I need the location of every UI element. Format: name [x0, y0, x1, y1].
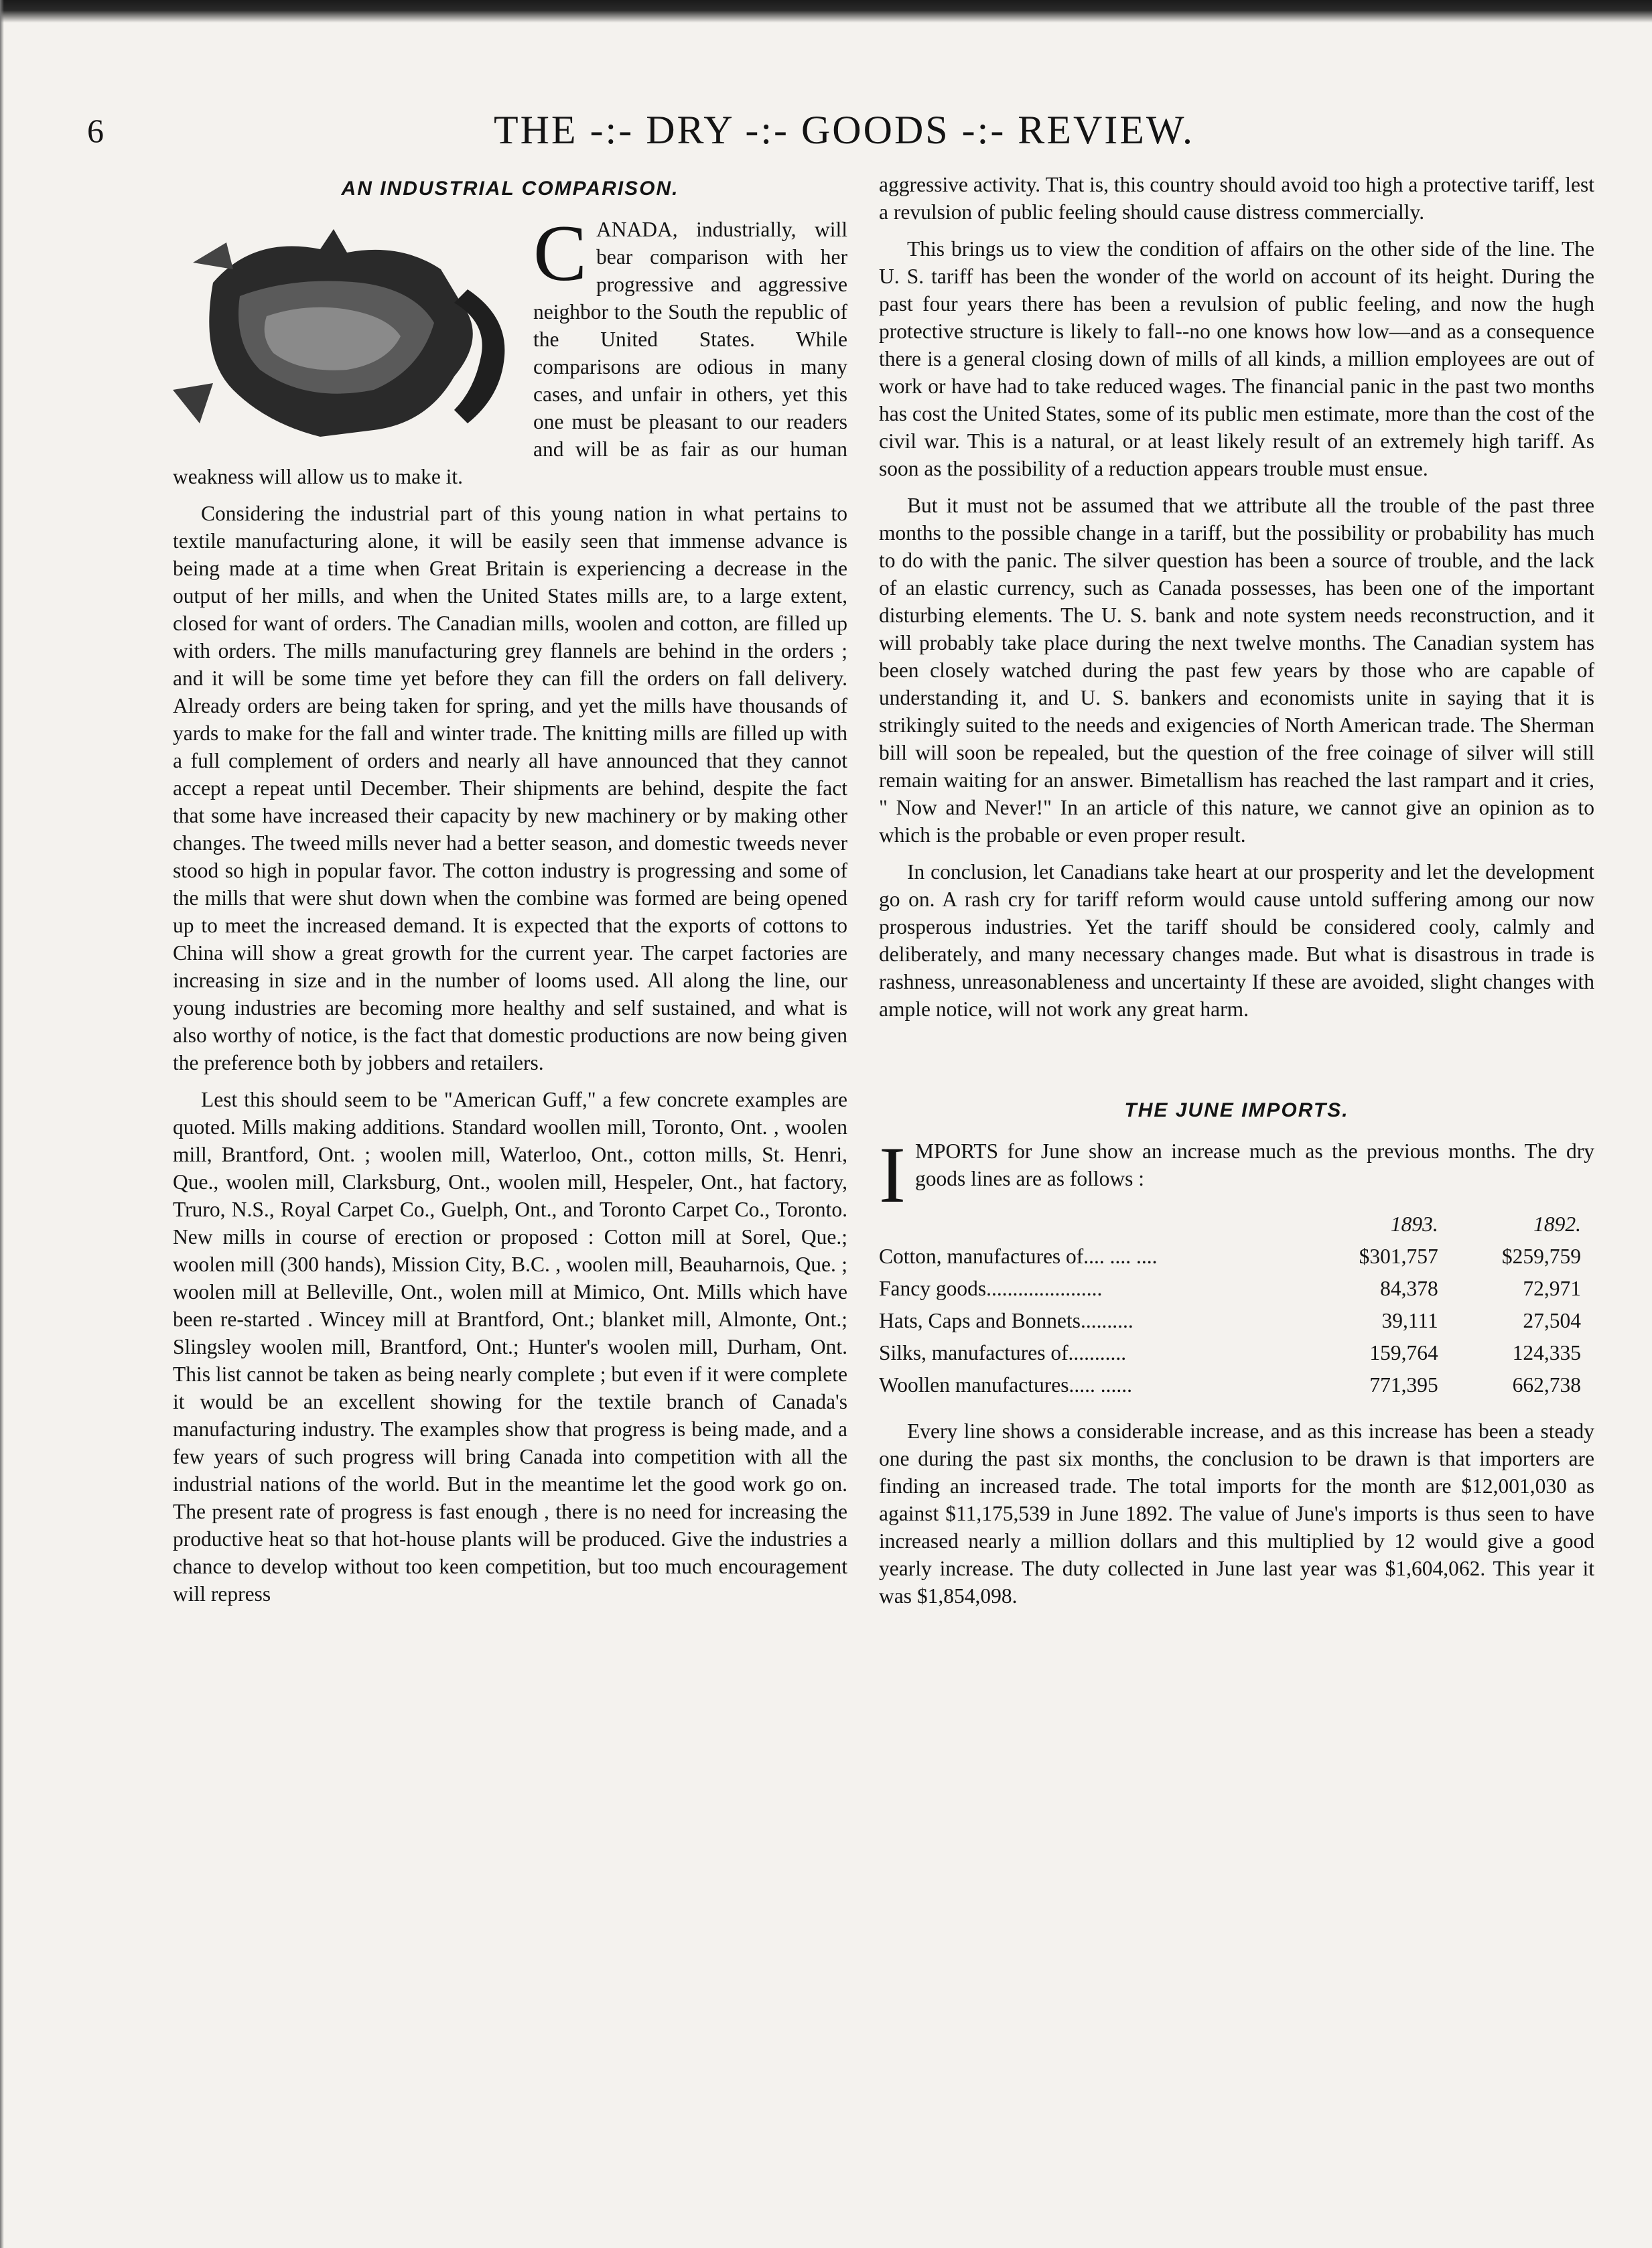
paragraph: Every line shows a considerable increase, and as this increase has been a steady one during the past six months, the conclusion to be drawn is that importers are finding an increased trade. The total imports for the month are $12,001,030 as against $11,175,539 in June 1892. The value of June's imports is thus seen to have increased nearly a million dollars and this multiplied by 12 would give a good yearly increase. The duty collected in June last year was $1,604,062. This year it was $1,854,098. [879, 1419, 1594, 1608]
cell-1893: 771,395 [1369, 1373, 1438, 1397]
row-label: Hats, Caps and Bonnets.......... [879, 1309, 1133, 1332]
table-row [879, 1241, 1594, 1273]
drop-cap: C [533, 208, 588, 297]
engraving-illustration [173, 222, 521, 443]
drop-cap: I [879, 1130, 906, 1219]
cell-1892: 662,738 [1512, 1373, 1581, 1397]
article-headline: AN INDUSTRIAL COMPARISON. [341, 178, 679, 200]
table-row [879, 1369, 1594, 1401]
column-header: 1893. [1390, 1212, 1438, 1236]
paragraph: aggressive activity. That is, this country should avoid too high a protective tariff, lest a revulsion of public feeling should cause distress commercially. [879, 173, 1594, 224]
table-header-row [879, 1208, 1594, 1241]
table-row [879, 1305, 1594, 1337]
row-label: Fancy goods...................... [879, 1277, 1103, 1300]
page-number: 6 [87, 112, 104, 149]
table-row [879, 1337, 1594, 1369]
paragraph: Lest this should seem to be "American Guff," a few concrete examples are quoted. Mills making additions. Standard woollen mill, Toronto, Ont. , woolen mill, Brantford, Ont. ; woolen mill, Waterloo, Ont., cotton mills, St. Henri, Que., woolen mill, Clarksburg, Ont., woolen mill, Hespeler, Ont., hat factory, Truro, N.S., Royal Carpet Co., Guelph, Ont., and Toronto Carpet Co., Toronto. New mills in course of erection or proposed : Cotton mill at Sorel, Que.; woolen mill (300 hands), Mission City, B.C. , woolen mill, Beauharnois, Que. ; woolen mill at Belleville, Ont., wolen mill at Mimico, Ont. Mills which have been re-started . Wincey mill at Brantford, Ont.; blanket mill, Almonte, Ont.; Slingsley woolen mill, Brantford, Ont.; Hunter's woolen mill, Durham, Ont. This list cannot be taken as being nearly complete ; but even if it were complete it would be an excellent showing for the textile branch of Canada's manufacturing industry. The examples show that progress is being made, and a few years of such progress will bring Canada into competition with all the industrial nations of the world. But in the meantime let the good work go on. The present rate of progress is fast enough , there is no need for increasing the productive heat so that hot-house plants will be produced. Give the industries a chance to develop without too keen competition, but too much encouragement will repress [173, 1088, 847, 1606]
cell-1892: $259,759 [1501, 1245, 1581, 1268]
paragraph-text: ANADA, industrially, will bear comparison with her progressive and aggressive neighbor to the South the republic of the United States. While comparisons are odious in many cases, and unfair in others, yet this one must be pleasant to our readers and will be as fair as our human weakness will allow us to make it. [173, 218, 847, 488]
left-column [173, 171, 847, 1617]
column-header [879, 1208, 1309, 1241]
running-title: THE -:- DRY -:- GOODS -:- REVIEW. [493, 108, 1195, 152]
row-label: Woollen manufactures..... ...... [879, 1373, 1132, 1397]
imports-table [879, 1208, 1594, 1401]
cell-1892: 27,504 [1523, 1309, 1581, 1332]
column-header: 1892. [1533, 1212, 1581, 1236]
paragraph-text: MPORTS for June show an increase much as the previous months. The dry goods lines are as follows : [914, 1139, 1594, 1190]
paragraph: But it must not be assumed that we attribute all the trouble of the past three months to the possible change in a tariff, but the possibility or probability has much to do with the panic. The silver question has been a source of trouble, and the lack of an elastic currency, such as Canada possesses, has been one of the important disturbing elements. The U. S. bank and note system needs reconstruction, and it will probably take place during the next twelve months. The Canadian system has been closely watched during the past few years by those who are capable of understanding it, and U. S. bankers and economists unite in saying that it is strikingly suited to the needs and exigencies of North American trade. The Sherman bill will soon be repealed, but the question of the free coinage of silver will still remain waiting for an answer. Bimetallism has reached the last rampart and it cries, " Now and Never!" In an article of this nature, we cannot give an opinion as to which is the probable or even proper result. [879, 494, 1594, 847]
paragraph: This brings us to view the condition of affairs on the other side of the line. The U. S. tariff has been the wonder of the world on account of its height. During the past four years there has been a revulsion of public feeling, and now the hugh protective structure is likely to fall--no one knows how low—and as a consequence there is a general closing down of mills of all kinds, a million employees are out of work or have had to take reduced wages. The financial panic in the past two months has cost the United States, some of its public men estimate, more than the cost of the civil war. This is a natural, or at least likely result of an extremely high tariff. As soon as the possibility of a reduction appears trouble must ensue. [879, 237, 1594, 480]
paragraph [879, 1130, 1594, 1219]
cell-1892: 124,335 [1512, 1341, 1581, 1364]
article-headline: THE JUNE IMPORTS. [1124, 1099, 1349, 1121]
paragraph: In conclusion, let Canadians take heart at our prosperity and let the development go on. A rash cry for tariff reform would cause untold suffering among our now prosperous industries. Yet the tariff should be considered cooly, calmly and deliberately, and many necessary changes made. But what is disastrous in trade is rashness, unreasonableness and uncertainty If these are avoided, slight changes with ample notice, will not work any great harm. [879, 860, 1594, 1021]
decorative-illustration [173, 222, 521, 443]
row-label: Cotton, manufactures of.... .... .... [879, 1245, 1158, 1268]
cell-1893: 159,764 [1369, 1341, 1438, 1364]
cell-1893: 84,378 [1380, 1277, 1438, 1300]
cell-1893: $301,757 [1359, 1245, 1438, 1268]
cell-1893: 39,111 [1381, 1309, 1438, 1332]
scan-top-edge [0, 0, 1652, 23]
row-label: Silks, manufactures of........... [879, 1341, 1127, 1364]
cell-1892: 72,971 [1523, 1277, 1581, 1300]
scan-left-edge [0, 0, 4, 2248]
table-row [879, 1273, 1594, 1305]
page-header [74, 107, 1614, 161]
right-column [879, 171, 1594, 1619]
paragraph: Considering the industrial part of this young nation in what pertains to textile manufacturing alone, it will be easily seen that immense advance is being made at a time when Great Britain is experiencing a decrease in the output of her mills, and when the United States mills are, to a large extent, closed for want of orders. The Canadian mills, woolen and cotton, are filled up with orders. The mills manufacturing grey flannels are behind in the orders ; and it will be some time yet before they can fill the orders on fall delivery. Already orders are being taken for spring, and yet the mills have thousands of yards to make for the fall and winter trade. The knitting mills are filled up with a full complement of orders and nearly all have announced that they cannot accept a repeat until December. Their shipments are behind, despite the fact that some have increased their capacity by new machinery or by making other changes. The tweed mills never had a better season, and domestic tweeds never stood so high in popular favor. The cotton industry is progressing and some of the mills that were shut down when the combine was formed are being opened up to meet the increased demand. It is expected that the exports of cottons to China will show a great growth for the current year. The carpet factories are increasing in size and in the number of looms used. All along the line, our young industries are becoming more healthy and self sustained, and what is also worthy of notice, is the fact that domestic productions are now being given the preference both by jobbers and retailers. [173, 502, 847, 1074]
